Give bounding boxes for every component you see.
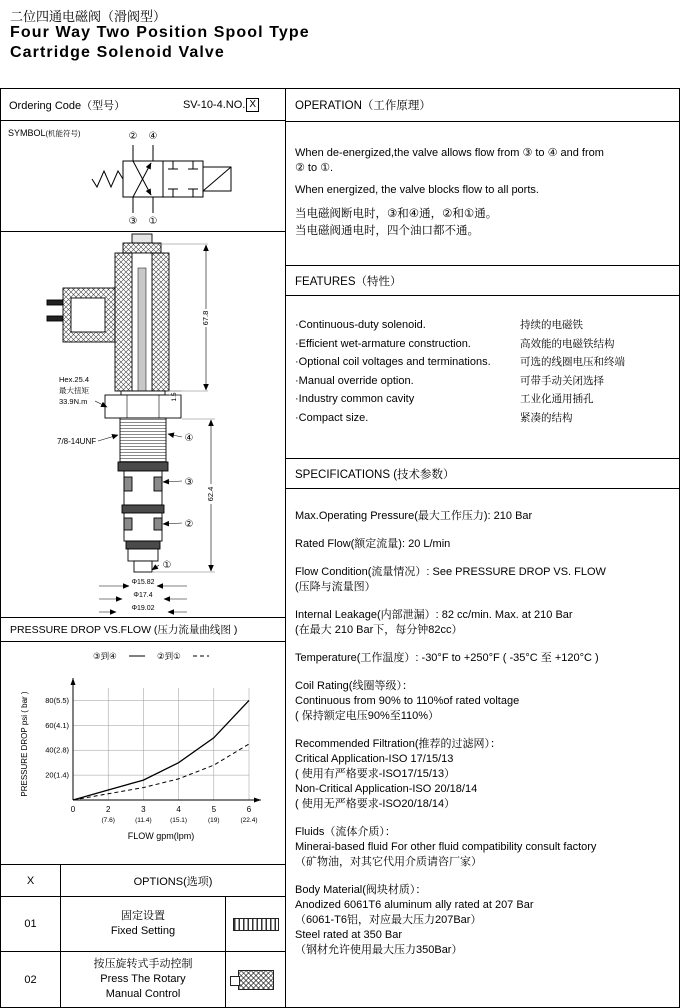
ordering-code-value <box>183 98 259 112</box>
spec-line: Flow Condition(流量情况）: See PRESSURE DROP VS. FLOW <box>295 566 606 578</box>
spec-line: （钢材允许使用最大压力350Bar） <box>295 944 463 956</box>
spec-line: ( 保持额定电压90%至110%） <box>295 710 440 722</box>
symbol-label-zh: (机能符号) <box>45 129 81 138</box>
spec-line: Coil Rating(线圈等级）： <box>295 680 413 692</box>
spec-line: Max.Operating Pressure(最大工作压力): 210 Bar <box>295 510 533 522</box>
feature-text-zh: 可选的线圈电压和终端 <box>520 356 625 368</box>
page-title-en-line1: Four Way Two Position Spool Type <box>10 24 310 41</box>
chart-x-tick-label: 6 <box>246 805 252 814</box>
chart-x-tick-label: 4 <box>176 805 181 814</box>
symbol-body <box>92 145 231 213</box>
option-code-cell: 01 <box>1 897 61 951</box>
rotary-manual-control-icon <box>238 970 274 990</box>
option-label-line: 固定设置 <box>121 910 165 922</box>
chart-y-axis-title: PRESSURE DROP psi ( bar ) <box>20 691 29 797</box>
dim-gap-label: 1.5 <box>171 392 178 402</box>
option-label-cell <box>61 897 226 951</box>
ordering-code-label: Ordering Code（型号） <box>9 99 126 112</box>
chart-x-tick-label: 2 <box>105 805 111 814</box>
operation-title: OPERATION（工作原理） <box>295 100 431 112</box>
feature-text-en: ·Continuous-duty solenoid. <box>295 319 426 331</box>
hex-torque-value: 33.9N.m <box>59 397 88 406</box>
feature-text-en: ·Optional coil voltages and terminations. <box>295 356 491 368</box>
operation-text-zh <box>295 206 497 240</box>
spec-paragraph <box>295 679 673 724</box>
hex-nut <box>105 395 181 418</box>
chart-x-tick-lpm: (15.1) <box>170 817 188 824</box>
operation-line-en: When de-energized,the valve allows flow from ③ to ④ and from <box>295 147 604 159</box>
spec-line: (压降与流量图） <box>295 581 376 593</box>
options-table-header <box>1 865 285 897</box>
port-slot-3-right <box>154 477 162 491</box>
drawing-section <box>1 232 285 618</box>
hydraulic-symbol-diagram <box>1 121 285 231</box>
symbol-position-box-blocked <box>163 161 203 197</box>
spec-paragraph <box>295 737 673 812</box>
chart-y-tick-label: 80(5.5) <box>45 695 69 705</box>
specifications-title: SPECIFICATIONS (技术参数） <box>295 468 455 481</box>
option-icon-cell <box>226 952 285 1007</box>
chart-legend-label: ③到④ <box>93 651 117 661</box>
symbol-section <box>1 121 285 232</box>
coil-nut-gap <box>121 391 165 395</box>
oring-groove-2 <box>122 505 164 513</box>
spec-line: （6061-T6铝，对应最大压力207Bar） <box>295 914 482 926</box>
options-rows <box>1 897 285 1007</box>
options-table-row <box>1 952 285 1007</box>
nose-section <box>128 549 158 561</box>
spec-paragraph <box>295 608 673 638</box>
options-header-label: OPTIONS(选项) <box>133 875 213 888</box>
option-label-line: Manual Control <box>105 988 181 1000</box>
spec-line: Body Material(阀块材质）： <box>295 884 427 896</box>
coil-top-knob <box>132 234 152 243</box>
port-2-label: ② <box>184 519 194 530</box>
chart-y-axis-arrow <box>71 678 76 685</box>
valve-cross-section-drawing <box>1 232 285 617</box>
port-4-leader <box>168 434 182 437</box>
spec-line: ( 使用有严格要求-ISO17/15/13） <box>295 768 456 780</box>
spec-line: (在最大 210 Bar下，每分钟82cc） <box>295 624 463 636</box>
spec-line: Steel rated at 350 Bar <box>295 929 403 941</box>
pressure-flow-chart-section <box>1 642 285 865</box>
spec-line: Fluids（流体介质）： <box>295 826 396 838</box>
page-title-en-line2: Cartridge Solenoid Valve <box>10 44 225 61</box>
option-label-line: 按压旋转式手动控制 <box>93 958 193 970</box>
fixed-setting-icon <box>233 918 279 931</box>
port-4-label: ④ <box>184 433 194 444</box>
dim-coil-height-label: 67.8 <box>201 310 210 326</box>
spec-line: Continuous from 90% to 110%of rated voltage <box>295 695 520 707</box>
oring-groove-1 <box>118 462 168 471</box>
port-2-leader <box>163 523 182 524</box>
feature-item <box>286 335 679 354</box>
chart-y-tick-label: 20(1.4) <box>45 770 69 780</box>
spec-line: Non-Critical Application-ISO 20/18/14 <box>295 783 478 795</box>
spec-line: ( 使用无严格要求-ISO20/18/14） <box>295 798 456 810</box>
connector-window <box>71 298 105 332</box>
operation-section-body <box>286 122 679 265</box>
dia-tip-label: Φ15.82 <box>131 579 155 586</box>
spec-paragraph <box>295 509 673 524</box>
symbol-label-en: SYMBOL <box>8 128 46 138</box>
specs-list <box>286 489 679 1007</box>
operation-line-en: ② to ①. <box>295 162 334 174</box>
spec-paragraph <box>295 883 673 958</box>
chart-x-tick-lpm: (7.6) <box>101 817 115 824</box>
spec-paragraph <box>295 537 673 552</box>
dia-max-label: Φ19.02 <box>131 605 155 612</box>
options-header-x: X <box>1 865 61 896</box>
chart-y-tick-label: 40(2.8) <box>45 745 69 755</box>
operation-line-zh: 当电磁阀断电时，③和④通，②和①通。 <box>295 208 498 220</box>
symbol-arrow-3-to-4 <box>133 163 151 197</box>
spec-line: Internal Leakage(内部泄漏）: 82 cc/min. Max. at 210 Bar <box>295 609 573 621</box>
port-slot-2-right <box>154 518 162 530</box>
spec-paragraph <box>295 825 673 870</box>
option-code-cell: 02 <box>1 952 61 1007</box>
feature-item <box>286 353 679 372</box>
feature-text-zh: 高效能的电磁铁结构 <box>520 337 615 350</box>
spec-line: Critical Application-ISO 17/15/13 <box>295 753 454 765</box>
chart-x-tick-lpm: (19) <box>208 817 220 824</box>
symbol-port-3-label: ③ <box>128 216 138 227</box>
spec-line: Temperature(工作温度）: -30°F to +250°F ( -35°C 至 +120°C ) <box>295 652 599 664</box>
coil-top-cap <box>123 243 161 253</box>
symbol-port-4-label: ④ <box>148 131 158 142</box>
feature-text-en: ·Industry common cavity <box>295 393 415 405</box>
hex-size-label: Hex.25.4 <box>59 375 90 384</box>
connector-pin-bottom <box>47 316 63 321</box>
spec-line: Recommended Filtration(推荐的过滤网）： <box>295 738 501 750</box>
port-1-label: ① <box>162 560 172 571</box>
thread-leader <box>98 435 118 441</box>
port-3-leader <box>163 481 182 482</box>
chart-legend-label: ②到① <box>157 651 181 661</box>
options-table <box>1 865 285 1007</box>
chart-x-axis-arrow <box>254 798 261 803</box>
feature-item <box>286 390 679 409</box>
specifications-section-header <box>286 458 679 489</box>
feature-item <box>286 316 679 335</box>
option-label-line: Press The Rotary <box>100 973 186 985</box>
spec-line: Minerai-based fluid For other fluid compatibility consult factory <box>295 841 597 853</box>
oring-groove-3 <box>126 541 160 549</box>
option-label-cell <box>61 952 226 1007</box>
spec-paragraph <box>295 651 673 666</box>
feature-text-zh: 持续的电磁铁 <box>520 319 583 331</box>
features-list <box>286 296 679 458</box>
feature-text-en: ·Manual override option. <box>295 374 414 387</box>
feature-text-en: ·Compact size. <box>295 411 369 424</box>
pressure-flow-section-header <box>1 618 285 642</box>
feature-text-zh: 可带手动关闭选择 <box>520 374 604 387</box>
ordering-code-section <box>1 89 285 121</box>
page-title-zh: 二位四通电磁阀（滑阀型） <box>10 9 167 24</box>
operation-line-en: When energized, the valve blocks flow to all ports. <box>295 184 539 196</box>
symbol-blocked-ports <box>168 161 198 197</box>
spec-line: Anodized 6061T6 aluminum ally rated at 207 Bar <box>295 899 534 911</box>
spec-line: （矿物油，对其它代用介质请咨厂家） <box>295 856 482 868</box>
chart-x-tick-label: 0 <box>70 805 76 814</box>
operation-section-header <box>286 89 679 122</box>
chart-x-axis-title: FLOW gpm(lpm) <box>127 831 195 841</box>
threaded-section <box>120 418 166 462</box>
thread-spec-label: 7/8-14UNF <box>57 437 97 446</box>
ordering-code-prefix: SV-10-4.NO. <box>182 98 246 111</box>
feature-item <box>286 372 679 391</box>
port-slot-3-left <box>124 477 132 491</box>
options-table-row <box>1 897 285 952</box>
feature-item <box>286 409 679 428</box>
option-label-line: Fixed Setting <box>110 925 176 937</box>
flow-chart-svg <box>1 642 285 864</box>
hex-torque-label-zh: 最大扭矩 <box>59 386 89 395</box>
chart-x-tick-label: 5 <box>211 805 217 814</box>
symbol-solenoid-diagonal <box>203 167 231 191</box>
features-section-header <box>286 265 679 296</box>
symbol-spring <box>92 171 123 187</box>
dim-body-height-label: 62.4 <box>206 486 215 502</box>
port-1-leader <box>152 565 159 570</box>
symbol-port-1-label: ① <box>148 216 158 227</box>
feature-text-en: ·Efficient wet-armature construction. <box>295 337 471 350</box>
chart-x-tick-label: 3 <box>141 805 146 814</box>
connector-pin-top <box>47 300 63 305</box>
ordering-code-x-box: X <box>246 98 259 112</box>
chart-x-tick-lpm: (11.4) <box>135 817 152 824</box>
chart-y-tick-label: 60(4.1) <box>45 720 69 730</box>
operation-line-zh: 当电磁阀通电时，四个油口都不通。 <box>295 225 479 237</box>
spec-paragraph <box>295 565 673 595</box>
feature-text-zh: 紧凑的结构 <box>520 411 573 424</box>
tip-section <box>134 561 152 572</box>
dia-mid-label: Φ17.4 <box>133 592 153 599</box>
solenoid-coil-assembly <box>47 234 169 391</box>
symbol-port-2-label: ② <box>128 131 138 142</box>
pressure-flow-title: PRESSURE DROP VS.FLOW (压力流量曲线图 ) <box>10 624 238 636</box>
features-title: FEATURES（特性） <box>295 275 402 288</box>
chart-x-tick-lpm: (22.4) <box>240 817 258 824</box>
spec-line: Rated Flow(额定流量): 20 L/min <box>295 538 451 550</box>
operation-text-en <box>295 146 604 198</box>
port-3-label: ③ <box>184 477 194 488</box>
armature-rod <box>138 268 146 391</box>
option-icon-cell <box>226 897 285 951</box>
feature-text-zh: 工业化通用插孔 <box>520 393 594 405</box>
symbol-arrow-2-to-1 <box>133 161 151 195</box>
port-slot-2-left <box>124 518 132 530</box>
